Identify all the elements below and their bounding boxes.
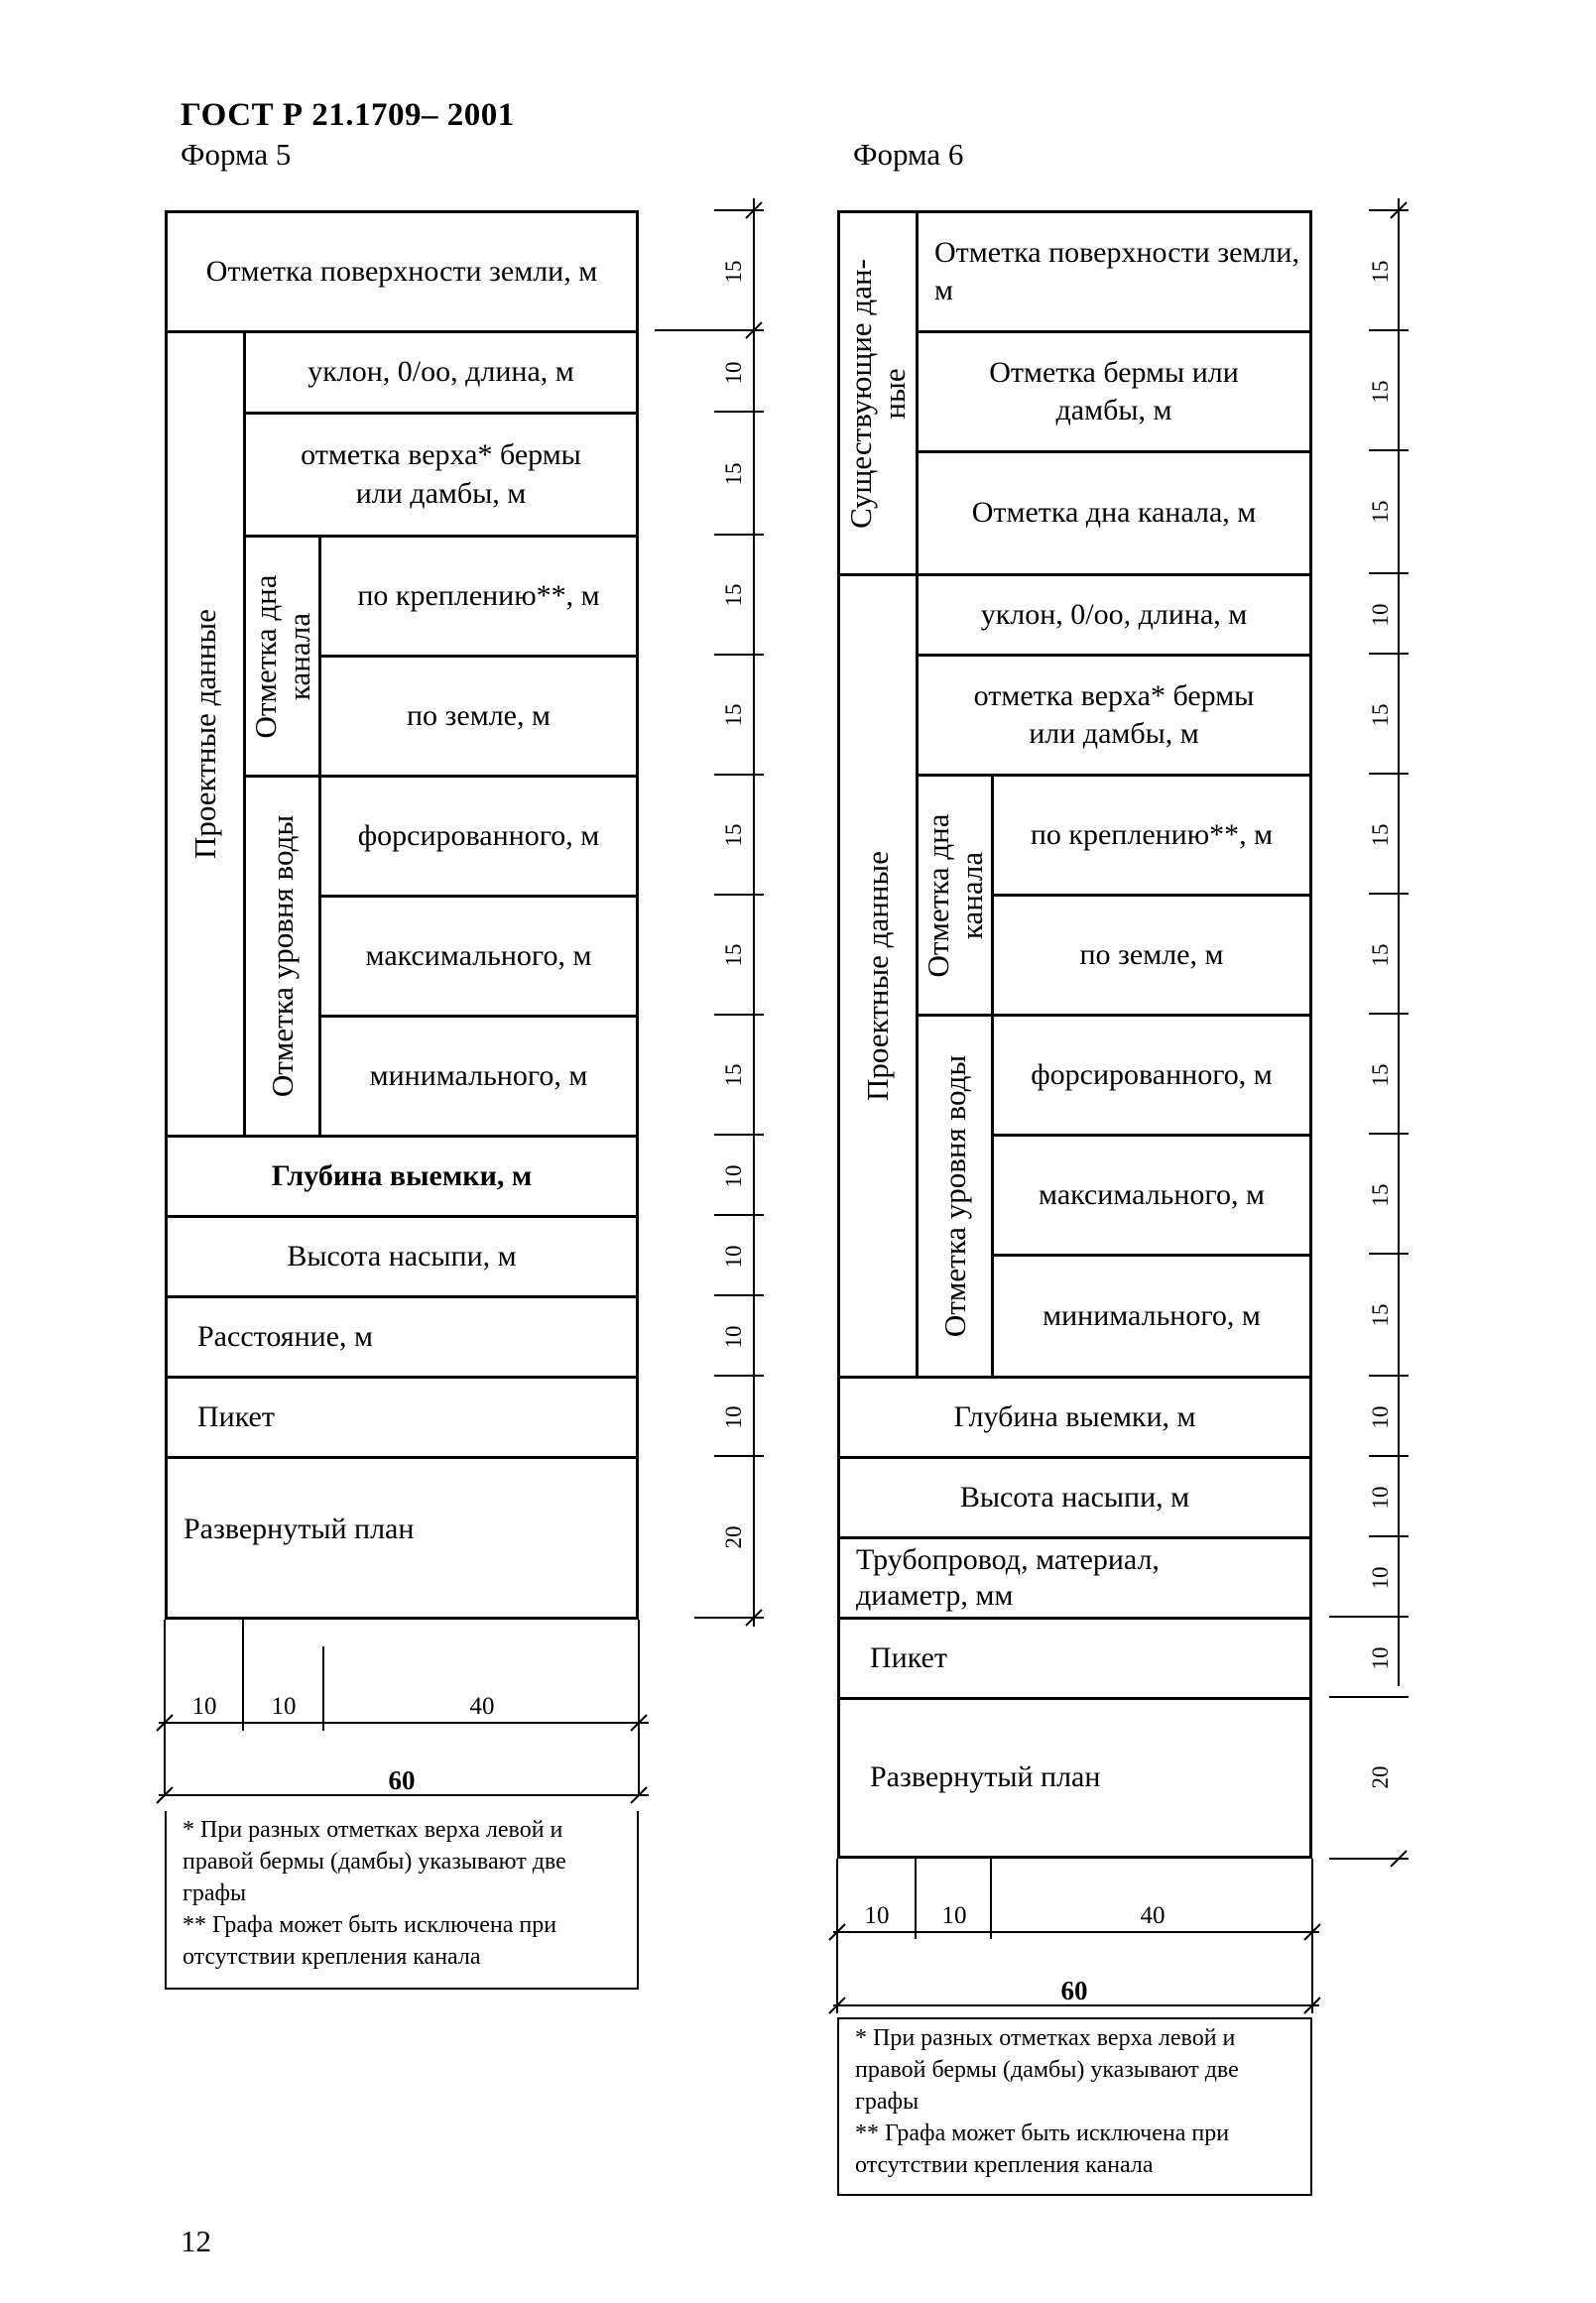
footnote: ** Графа может быть исключена при отсутствии крепления канала xyxy=(855,2120,1230,2178)
form6-total-width: 60 xyxy=(1060,1976,1088,2005)
form6-col-dim: 40 xyxy=(1140,1902,1166,1929)
form6-plan-row: Развернутый план xyxy=(837,1697,1312,1859)
form6-dim-label: 15 xyxy=(1368,260,1393,284)
form5-slope-row: уклон, 0/оо, длина, м xyxy=(243,330,639,415)
form5-plan-row: Развернутый план xyxy=(165,1456,639,1620)
form5-col-dim: 10 xyxy=(191,1693,217,1720)
form6-maximum-row: максимального, м xyxy=(991,1134,1312,1257)
form6-dim-label: 15 xyxy=(1368,703,1393,727)
form5-water-level-header: Отметка уровня воды xyxy=(243,775,321,1138)
form5-dim-label: 10 xyxy=(721,1325,746,1349)
form6-col-dim: 10 xyxy=(864,1902,890,1929)
form6-dim-label: 15 xyxy=(1368,943,1393,967)
form6-project-data-header: Проектные данные xyxy=(837,573,919,1379)
form6-col-dim: 10 xyxy=(941,1902,967,1929)
form6-dim-label: 15 xyxy=(1368,1063,1393,1087)
form6-dim-label: 15 xyxy=(1368,1303,1393,1327)
form5-distance-row: Расстояние, м xyxy=(165,1295,639,1379)
form5-dim-label: 10 xyxy=(721,1245,746,1269)
document-code: ГОСТ Р 21.1709– 2001 xyxy=(181,97,515,133)
form6-dim-label: 15 xyxy=(1368,1183,1393,1207)
form5-dim-label: 15 xyxy=(721,583,746,607)
form6-dim-label: 10 xyxy=(1368,1646,1393,1670)
form5-dim-label: 10 xyxy=(721,1405,746,1429)
form5-dim-label: 10 xyxy=(721,361,746,385)
footnote: * При разных отметках верха левой и правой бермы (дамбы) указывают две графы xyxy=(855,2025,1239,2115)
form6-channel-bottom-existing-row: Отметка дна канала, м xyxy=(916,450,1312,576)
form5-dim-label: 15 xyxy=(721,823,746,847)
form6-dim-label: 15 xyxy=(1368,380,1393,404)
form6-ground-surface-row: Отметка поверхности земли, м xyxy=(916,210,1312,333)
form6-water-level-header: Отметка уровня воды xyxy=(916,1014,994,1379)
form5-maximum-row: максимального, м xyxy=(318,895,639,1018)
form6-dim-label: 10 xyxy=(1368,1405,1393,1429)
form5-dim-label: 15 xyxy=(721,943,746,967)
form6-slope-row: уклон, 0/оо, длина, м xyxy=(916,573,1312,657)
form6-dim-label: 10 xyxy=(1368,603,1393,627)
form6-berm-top-row: отметка верха* бермы или дамбы, м xyxy=(916,654,1312,777)
form5-channel-bottom-header: Отметка дна канала xyxy=(243,535,321,778)
form6-by-ground-row: по земле, м xyxy=(991,894,1312,1017)
form6-minimum-row: минимального, м xyxy=(991,1254,1312,1379)
form6-existing-data-header: Существующие дан-ные xyxy=(837,210,919,576)
form6-dim-label: 10 xyxy=(1368,1486,1393,1510)
form5-berm-top-row: отметка верха* бермы или дамбы, м xyxy=(243,412,639,538)
form5-project-data-header: Проектные данные xyxy=(165,330,246,1138)
form5-dim-label: 15 xyxy=(721,703,746,727)
form6-picket-row: Пикет xyxy=(837,1617,1312,1700)
footnote: ** Графа может быть исключена при отсутствии крепления канала xyxy=(183,1911,557,1970)
form5-ground-surface-row: Отметка поверхности земли, м xyxy=(165,210,639,333)
form6-dim-label: 15 xyxy=(1368,500,1393,524)
form5-dim-label: 15 xyxy=(721,462,746,486)
form6-berm-existing-row: Отметка бермы или дамбы, м xyxy=(916,330,1312,453)
form5-col-dim: 40 xyxy=(469,1693,495,1720)
form6-pipeline-row: Трубопровод, материал, диаметр, мм xyxy=(837,1536,1312,1620)
form5-dim-label: 20 xyxy=(721,1525,746,1549)
form5-col-dim: 10 xyxy=(271,1693,297,1720)
form5-dim-label: 15 xyxy=(721,1063,746,1087)
form5-cut-depth-row: Глубина выемки, м xyxy=(165,1135,639,1218)
form5-total-width: 60 xyxy=(388,1765,416,1795)
form5-forced-row: форсированного, м xyxy=(318,775,639,898)
page-number: 12 xyxy=(181,2224,211,2258)
form5-by-lining-row: по креплению**, м xyxy=(318,535,639,658)
footnote: * При разных отметках верха левой и правой бермы (дамбы) указывают две графы xyxy=(183,1817,566,1906)
form6-by-lining-row: по креплению**, м xyxy=(991,774,1312,897)
form5-dim-label: 15 xyxy=(721,260,746,284)
form6-cut-depth-row: Глубина выемки, м xyxy=(837,1376,1312,1459)
form5-picket-row: Пикет xyxy=(165,1376,639,1459)
form6-dim-label: 15 xyxy=(1368,823,1393,847)
form6-forced-row: форсированного, м xyxy=(991,1014,1312,1137)
form6-label: Форма 6 xyxy=(853,137,964,172)
form6-channel-bottom-header: Отметка дна канала xyxy=(916,774,994,1017)
form5-dim-label: 10 xyxy=(721,1164,746,1188)
form6-dim-label: 20 xyxy=(1368,1765,1393,1789)
form6-fill-height-row: Высота насыпи, м xyxy=(837,1456,1312,1539)
form5-fill-height-row: Высота насыпи, м xyxy=(165,1215,639,1298)
form6-dim-label: 10 xyxy=(1368,1566,1393,1590)
form5-by-ground-row: по земле, м xyxy=(318,655,639,778)
form5-label: Форма 5 xyxy=(181,137,292,172)
form5-minimum-row: минимального, м xyxy=(318,1015,639,1138)
